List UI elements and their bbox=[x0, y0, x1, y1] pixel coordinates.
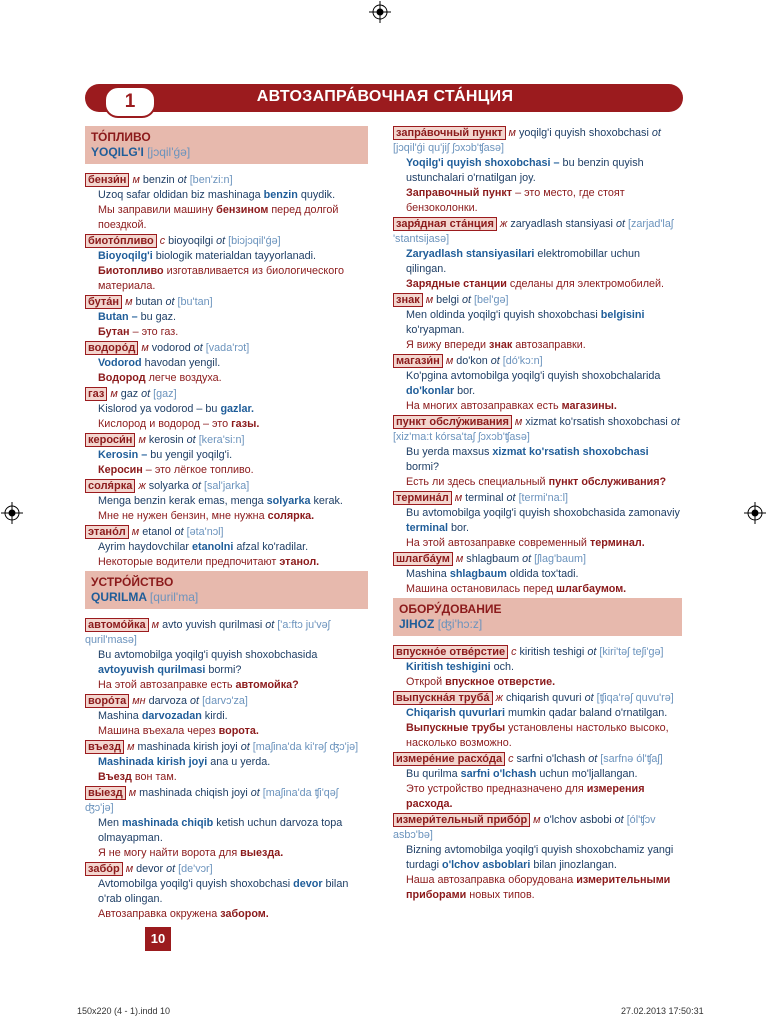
entry-head bbox=[85, 433, 368, 448]
example-russian: Заправочный пункт – это место, где стоят бензоколонки. bbox=[406, 187, 625, 214]
entry-head bbox=[85, 862, 368, 877]
pronunciation: [ʃlag'baum] bbox=[534, 553, 587, 565]
part-of-speech: м bbox=[445, 355, 454, 367]
ot-marker: ot bbox=[584, 692, 594, 704]
example-russian: Керосин – это лёгкое топливо. bbox=[98, 464, 254, 476]
example-russian: Это устройство предназначено для измерения расхода. bbox=[406, 783, 645, 810]
pronunciation: [biɔjɔqil'ǵə] bbox=[228, 235, 281, 247]
pronunciation: [xiz'ma:t kórsa'taʃ ʃɔxɔb'ʧasə] bbox=[393, 431, 530, 443]
example-uzbek: Mashina shlagbaum oldida tox'tadi. bbox=[406, 568, 579, 580]
part-of-speech: м bbox=[127, 741, 135, 753]
ot-marker: ot bbox=[615, 218, 625, 230]
example-russian: Я вижу впереди знак автозаправки. bbox=[406, 339, 586, 351]
ot-marker: ot bbox=[186, 434, 196, 446]
ot-marker: ot bbox=[651, 127, 661, 139]
pronunciation: [ól'ʧɔv asbɔ'bə] bbox=[393, 814, 656, 841]
example-russian: Мне не нужен бензин, мне нужна солярка. bbox=[98, 510, 315, 522]
entry-head bbox=[85, 234, 368, 249]
example-russian: Мы заправили машину бензином перед долгой поездкой. bbox=[98, 204, 339, 231]
dictionary-entry bbox=[393, 415, 682, 490]
part-of-speech: м bbox=[141, 342, 149, 354]
part-of-speech: м bbox=[131, 526, 140, 538]
headword: газ bbox=[85, 387, 107, 401]
example-uzbek: Kerosin – bu yengil yoqilg'i. bbox=[98, 449, 233, 461]
pronunciation: [termi'na:l] bbox=[518, 492, 569, 504]
example-uzbek: Menga benzin kerak emas, menga solyarka kerak. bbox=[98, 495, 343, 507]
example-uzbek: Kiritish teshigini och. bbox=[406, 661, 515, 673]
ot-marker: ot bbox=[165, 296, 175, 308]
entry-head bbox=[393, 491, 682, 506]
example-uzbek: Butan – bu gaz. bbox=[98, 311, 177, 323]
dictionary-entry bbox=[393, 691, 682, 751]
dictionary-entry bbox=[393, 645, 682, 690]
section-title-uz-text: YOQILG'I bbox=[91, 145, 144, 159]
chapter-number: 1 bbox=[104, 86, 156, 118]
dictionary-entry bbox=[393, 491, 682, 551]
pronunciation: [sarfnə ól'ʧaʃ] bbox=[600, 753, 663, 765]
entry-head bbox=[393, 691, 682, 706]
pronunciation: [maʃina'da ki'rəʃ ʤɔ'jə] bbox=[252, 741, 359, 753]
dictionary-entry bbox=[393, 354, 682, 414]
headword: знак bbox=[393, 293, 423, 307]
dictionary-entry bbox=[85, 433, 368, 478]
translation: belgi bbox=[436, 294, 459, 306]
part-of-speech: с bbox=[511, 646, 517, 658]
dictionary-entry bbox=[85, 740, 368, 785]
example-russian: Некоторые водители предпочитают этанол. bbox=[98, 556, 320, 568]
ot-marker: ot bbox=[461, 294, 471, 306]
ot-marker: ot bbox=[166, 863, 176, 875]
dictionary-entry bbox=[85, 525, 368, 570]
translation: yoqilg'i quyish shoxobchasi bbox=[518, 127, 649, 139]
part-of-speech: м bbox=[514, 416, 523, 428]
example-uzbek: Kislorod ya vodorod – bu gazlar. bbox=[98, 403, 255, 415]
pronunciation: [kera'si:n] bbox=[198, 434, 245, 446]
pronunciation: ['a:ftɔ ju'vəʃ quril'masə] bbox=[85, 619, 331, 646]
entry-head bbox=[85, 694, 368, 709]
example-russian: Есть ли здесь специальный пункт обслуживания? bbox=[406, 476, 667, 488]
ot-marker: ot bbox=[250, 787, 260, 799]
translation: do'kon bbox=[456, 355, 488, 367]
part-of-speech: м bbox=[508, 127, 516, 139]
section-title-uz bbox=[399, 617, 676, 632]
footer-file-info: 150x220 (4 - 1).indd 10 bbox=[77, 1006, 171, 1016]
translation: chiqarish quvuri bbox=[505, 692, 582, 704]
pronunciation: [darvɔ'za] bbox=[202, 695, 248, 707]
example-uzbek: Mashinada kirish joyi ana u yerda. bbox=[98, 756, 271, 768]
entry-head bbox=[85, 618, 368, 648]
pronunciation: [zarjad'laʃ 'stantsijasə] bbox=[393, 218, 674, 245]
translation: kiritish teshigi bbox=[519, 646, 585, 658]
translation: butan bbox=[135, 296, 163, 308]
pronunciation: [jɔqil'ǵi qu'jiʃ ʃɔxɔb'ʧasə] bbox=[393, 142, 505, 154]
part-of-speech: м bbox=[455, 553, 464, 565]
example-russian: На этой автозаправке есть автомойка? bbox=[98, 679, 299, 691]
entry-head bbox=[393, 293, 682, 308]
pronunciation: [gaz] bbox=[153, 388, 177, 400]
dictionary-entry bbox=[393, 217, 682, 292]
example-russian: Автозаправка окружена забором. bbox=[98, 908, 269, 920]
entry-head bbox=[85, 173, 368, 188]
headword: водоро́д bbox=[85, 341, 138, 355]
headword: выпускна́я труба́ bbox=[393, 691, 493, 705]
translation: gaz bbox=[120, 388, 139, 400]
ot-marker: ot bbox=[216, 235, 226, 247]
registration-mark-right bbox=[744, 502, 766, 524]
example-uzbek: Chiqarish quvurlari mumkin qadar baland o'rnatilgan. bbox=[406, 707, 668, 719]
section-header bbox=[393, 598, 682, 636]
section-title-uz bbox=[91, 590, 362, 605]
translation: bioyoqilgi bbox=[168, 235, 214, 247]
pronunciation: [de'vɔr] bbox=[178, 863, 213, 875]
ot-marker: ot bbox=[670, 416, 680, 428]
headword: измере́ние расхо́да bbox=[393, 752, 505, 766]
example-russian: На многих автозаправках есть магазины. bbox=[406, 400, 617, 412]
headword: въезд bbox=[85, 740, 124, 754]
translation: solyarka bbox=[148, 480, 189, 492]
translation: darvoza bbox=[148, 695, 188, 707]
entry-head bbox=[393, 415, 682, 445]
translation: zaryadlash stansiyasi bbox=[510, 218, 613, 230]
example-uzbek: Ayrim haydovchilar etanolni afzal ko'radilar. bbox=[98, 541, 309, 553]
headword: забо́р bbox=[85, 862, 123, 876]
entry-head bbox=[85, 295, 368, 310]
headword: магази́н bbox=[393, 354, 443, 368]
translation: mashinada chiqish joyi bbox=[139, 787, 248, 799]
translation: kerosin bbox=[148, 434, 184, 446]
headword: термина́л bbox=[393, 491, 452, 505]
ot-marker: ot bbox=[490, 355, 500, 367]
translation: etanol bbox=[142, 526, 172, 538]
example-uzbek: Yoqilg'i quyish shoxobchasi – bu benzin quyish ustunchalari o'rnatilgan joy. bbox=[406, 157, 644, 184]
pronunciation: [bu'tan] bbox=[177, 296, 213, 308]
headword: воро́та bbox=[85, 694, 129, 708]
section-ipa: [quril'ma] bbox=[149, 590, 199, 604]
dictionary-entry bbox=[85, 234, 368, 294]
pronunciation: [ʧiqa'rəʃ quvu'rə] bbox=[596, 692, 674, 704]
headword: этано́л bbox=[85, 525, 129, 539]
example-russian: Наша автозаправка оборудована измерительными приборами новых типов. bbox=[406, 874, 671, 901]
registration-mark-top bbox=[369, 1, 391, 23]
entry-head bbox=[85, 479, 368, 494]
pronunciation: [bel'gə] bbox=[473, 294, 509, 306]
left-column bbox=[85, 126, 368, 923]
example-uzbek: Bu yerda maxsus xizmat ko'rsatish shoxobchasi bormi? bbox=[406, 446, 649, 473]
entry-head bbox=[393, 552, 682, 567]
example-uzbek: Bu qurilma sarfni o'lchash uchun mo'ljallangan. bbox=[406, 768, 638, 780]
ot-marker: ot bbox=[174, 526, 184, 538]
part-of-speech: с bbox=[159, 235, 166, 247]
page-number: 10 bbox=[145, 927, 171, 951]
headword: шлагба́ум bbox=[393, 552, 453, 566]
pronunciation: [maʃina'da ʧi'qəʃ ʤɔ'jə] bbox=[85, 787, 339, 814]
dictionary-entry bbox=[393, 293, 682, 353]
example-uzbek: Avtomobilga yoqilg'i quyish shoxobchasi devor bilan o'rab olingan. bbox=[98, 878, 349, 905]
part-of-speech: ж bbox=[495, 692, 503, 704]
dictionary-entry bbox=[85, 618, 368, 693]
ot-marker: ot bbox=[191, 480, 201, 492]
part-of-speech: м bbox=[454, 492, 463, 504]
example-russian: Кислород и водород – это газы. bbox=[98, 418, 260, 430]
dictionary-entry bbox=[85, 862, 368, 922]
part-of-speech: м bbox=[533, 814, 541, 826]
example-russian: На этой автозаправке современный терминал. bbox=[406, 537, 645, 549]
example-russian: Я не могу найти ворота для выезда. bbox=[98, 847, 284, 859]
example-uzbek: Bu avtomobilga yoqilg'i quyish shoxobchasida avtoyuvish qurilmasi bormi? bbox=[98, 649, 318, 676]
example-uzbek: Vodorod havodan yengil. bbox=[98, 357, 221, 369]
example-uzbek: Bu avtomobilga yoqilg'i quyish shoxobchasida zamonaviy terminal bor. bbox=[406, 507, 680, 534]
ot-marker: ot bbox=[614, 814, 624, 826]
headword: впускно́е отве́рстие bbox=[393, 645, 508, 659]
translation: devor bbox=[136, 863, 164, 875]
dictionary-entry bbox=[393, 752, 682, 812]
part-of-speech: м bbox=[132, 174, 140, 186]
ot-marker: ot bbox=[240, 741, 250, 753]
dictionary-entry bbox=[393, 552, 682, 597]
part-of-speech: м bbox=[125, 296, 133, 308]
ot-marker: ot bbox=[587, 646, 597, 658]
section-title-uz-text: JIHOZ bbox=[399, 617, 435, 631]
dictionary-entry bbox=[85, 341, 368, 386]
section-header bbox=[85, 571, 368, 609]
example-russian: Въезд вон там. bbox=[98, 771, 177, 783]
headword: биото́пливо bbox=[85, 234, 157, 248]
ot-marker: ot bbox=[190, 695, 200, 707]
ot-marker: ot bbox=[506, 492, 516, 504]
example-russian: Машина въехала через ворота. bbox=[98, 725, 259, 737]
example-uzbek: Bioyoqilg'i biologik materialdan tayyorlanadi. bbox=[98, 250, 316, 262]
translation: shlagbaum bbox=[466, 553, 520, 565]
dictionary-entry bbox=[85, 387, 368, 432]
entry-head bbox=[393, 217, 682, 247]
example-uzbek: Mashina darvozadan kirdi. bbox=[98, 710, 228, 722]
registration-mark-left bbox=[1, 502, 23, 524]
part-of-speech: м bbox=[425, 294, 434, 306]
pronunciation: [vada'rɔt] bbox=[205, 342, 250, 354]
part-of-speech: м bbox=[138, 434, 146, 446]
section-ipa: [jɔqil'ǵə] bbox=[147, 145, 191, 159]
example-uzbek: Bizning avtomobilga yoqilg'i quyish shoxobchamiz yangi turdagi o'lchov asboblari bilan jinozlangan. bbox=[406, 844, 674, 871]
translation: o'lchov asbobi bbox=[543, 814, 612, 826]
example-uzbek: Men mashinada chiqib ketish uchun darvoza topa olmayapman. bbox=[98, 817, 343, 844]
entry-head bbox=[85, 525, 368, 540]
translation: mashinada kirish joyi bbox=[137, 741, 238, 753]
example-uzbek: Uzoq safar oldidan biz mashinaga benzin quydik. bbox=[98, 189, 336, 201]
part-of-speech: ж bbox=[138, 480, 146, 492]
example-russian: Машина остановилась перед шлагбаумом. bbox=[406, 583, 627, 595]
dictionary-entry bbox=[393, 126, 682, 216]
chapter-title: АВТОЗАПРА́ВОЧНАЯ СТА́НЦИЯ bbox=[256, 88, 514, 105]
translation: terminal bbox=[465, 492, 504, 504]
example-uzbek: Men oldinda yoqilg'i quyish shoxobchasi belgisini ko'ryapman. bbox=[406, 309, 645, 336]
headword: автомо́йка bbox=[85, 618, 149, 632]
ot-marker: ot bbox=[265, 619, 275, 631]
part-of-speech: с bbox=[508, 753, 514, 765]
part-of-speech: мн bbox=[132, 695, 146, 707]
section-title-ru: УСТРО́ЙСТВО bbox=[91, 575, 174, 589]
part-of-speech: м bbox=[110, 388, 118, 400]
example-russian: Биотопливо изготавливается из биологического материала. bbox=[98, 265, 344, 292]
entry-head bbox=[85, 740, 368, 755]
example-russian: Открой впускное отверстие. bbox=[406, 676, 556, 688]
entry-head bbox=[85, 341, 368, 356]
entry-head bbox=[393, 645, 682, 660]
entry-head bbox=[393, 354, 682, 369]
pronunciation: [sal'jarka] bbox=[203, 480, 250, 492]
entry-head bbox=[85, 387, 368, 402]
dictionary-entry bbox=[393, 813, 682, 903]
section-ipa: [ʤi'hɔ:z] bbox=[437, 617, 483, 631]
headword: кероси́н bbox=[85, 433, 135, 447]
example-russian: Водород легче воздуха. bbox=[98, 372, 222, 384]
example-uzbek: Zaryadlash stansiyasilari elektromobillar uchun qilingan. bbox=[406, 248, 641, 275]
headword: бута́н bbox=[85, 295, 122, 309]
part-of-speech: м bbox=[128, 787, 137, 799]
translation: benzin bbox=[142, 174, 175, 186]
headword: заря́дная ста́нция bbox=[393, 217, 497, 231]
pronunciation: [kiri'təʃ teʃi'gə] bbox=[599, 646, 664, 658]
ot-marker: ot bbox=[193, 342, 203, 354]
part-of-speech: м bbox=[151, 619, 160, 631]
headword: пункт обслу́живания bbox=[393, 415, 512, 429]
section-title-uz-text: QURILMA bbox=[91, 590, 147, 604]
dictionary-entry bbox=[85, 295, 368, 340]
section-title-ru: ОБОРУ́ДОВАНИЕ bbox=[399, 602, 502, 616]
footer-timestamp: 27.02.2013 17:50:31 bbox=[621, 1006, 704, 1016]
headword: вы́езд bbox=[85, 786, 126, 800]
entry-head bbox=[85, 786, 368, 816]
dictionary-entry bbox=[85, 786, 368, 861]
headword: запра́вочный пункт bbox=[393, 126, 506, 140]
headword: бензи́н bbox=[85, 173, 129, 187]
section-header bbox=[85, 126, 368, 164]
dictionary-entry bbox=[85, 479, 368, 524]
pronunciation: [ben'zi:n] bbox=[189, 174, 233, 186]
translation: xizmat ko'rsatish shoxobchasi bbox=[525, 416, 668, 428]
pronunciation: [əta'nɔl] bbox=[186, 526, 224, 538]
example-russian: Зарядные станции сделаны для электромобилей. bbox=[406, 278, 665, 290]
translation: avto yuvish qurilmasi bbox=[162, 619, 263, 631]
pronunciation: [dó'kɔ:n] bbox=[502, 355, 543, 367]
part-of-speech: м bbox=[125, 863, 134, 875]
section-title-ru: ТО́ПЛИВО bbox=[91, 130, 151, 144]
dictionary-entry bbox=[85, 694, 368, 739]
ot-marker: ot bbox=[141, 388, 151, 400]
entry-head bbox=[393, 126, 682, 156]
ot-marker: ot bbox=[177, 174, 187, 186]
ot-marker: ot bbox=[588, 753, 598, 765]
dictionary-entry bbox=[85, 173, 368, 233]
translation: vodorod bbox=[151, 342, 191, 354]
example-uzbek: Ko'pgina avtomobilga yoqilg'i quyish shoxobchalarida do'konlar bor. bbox=[406, 370, 661, 397]
ot-marker: ot bbox=[522, 553, 532, 565]
section-title-uz bbox=[91, 145, 362, 160]
example-russian: Бутан – это газ. bbox=[98, 326, 179, 338]
right-column bbox=[393, 126, 682, 904]
headword: измери́тельный прибо́р bbox=[393, 813, 530, 827]
headword: соля́рка bbox=[85, 479, 135, 493]
entry-head bbox=[393, 752, 682, 767]
part-of-speech: ж bbox=[499, 218, 508, 230]
translation: sarfni o'lchash bbox=[516, 753, 586, 765]
entry-head bbox=[393, 813, 682, 843]
example-russian: Выпускные трубы установлены настолько высоко, насколько возможно. bbox=[406, 722, 669, 749]
